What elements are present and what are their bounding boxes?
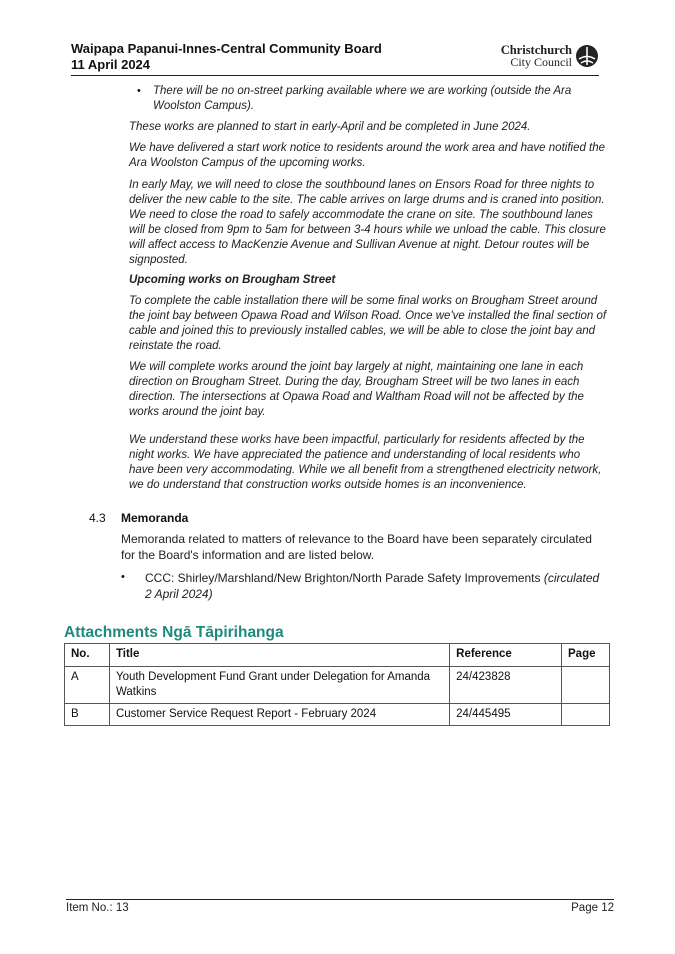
column-header-title: Title — [109, 644, 449, 667]
list-item — [137, 84, 607, 114]
item-number: Item No.: 13 — [66, 902, 129, 914]
cell-page — [562, 704, 610, 726]
cell-reference: 24/423828 — [450, 667, 562, 704]
cell-reference: 24/445495 — [450, 704, 562, 726]
section-text: Memoranda related to matters of relevance to the Board have been separately circulated for the Board's information and are listed below. — [121, 532, 592, 562]
paragraph-notice: We have delivered a start work notice to residents around the work area and have notified the Ara Woolston Campus of the upcoming works. — [129, 142, 606, 169]
memo-circulated: (circulated 2 April 2024) — [145, 571, 600, 601]
cell-no: A — [65, 667, 110, 704]
paragraph-acknowledgement: We understand these works have been impactful, particularly for residents affected by the night works. We have appreciated the patience and understanding of local residents who have been very accommodating. While we all benefit from a strengthened electricity network, we do understand that construction works outside homes is an inconvenience. — [129, 434, 602, 491]
logo-line2: City Council — [510, 55, 572, 69]
section-number: 4.3 — [89, 511, 106, 525]
council-emblem-icon — [575, 44, 599, 68]
cell-title: Customer Service Request Report - February 2024 — [109, 704, 449, 726]
column-header-page: Page — [562, 644, 610, 667]
table-header-row — [65, 644, 610, 667]
cell-title: Youth Development Fund Grant under Delegation for Amanda Watkins — [109, 667, 449, 704]
list-item — [121, 570, 607, 602]
column-header-no: No. — [65, 644, 110, 667]
cell-no: B — [65, 704, 110, 726]
attachments-table — [64, 643, 610, 726]
paragraph-cable-install: To complete the cable installation there will be some final works on Brougham Street around the joint bay between Opawa Road and Wilson Road. Once we've installed the final section of cable and joined this to previously installed cables, we will be able to close the joint bay and reinstate the road. — [129, 295, 607, 352]
paragraph-road-closure: In early May, we will need to close the southbound lanes on Ensors Road for three nights to deliver the new cable to the site. The cable arrives on large drums and is craned into position. We need to close the road to safely accommodate the crane on site. The southbound lanes will be closed from 9pm to 5am for between 3-4 hours while we unload the cable. This closure will affect access to MacKenzie Avenue and Sullivan Avenue at night. Detour routes will be signposted. — [129, 179, 606, 266]
section-title: Memoranda — [121, 511, 189, 525]
memo-item — [145, 570, 607, 602]
paragraph-schedule: These works are planned to start in early-April and be completed in June 2024. — [129, 121, 531, 133]
page-footer — [66, 899, 614, 914]
memo-title: CCC: Shirley/Marshland/New Brighton/North Parade Safety Improvements — [145, 571, 544, 585]
paragraph-night-works: We will complete works around the joint bay largely at night, maintaining one lane in each direction on Brougham Street. During the day, Brougham Street will be two lanes in each direction. The intersections at Opawa Road and Waltham Road will not be affected by the works around the joint bay. — [129, 361, 584, 418]
page-number: Page 12 — [571, 902, 614, 914]
attachments-heading: Attachments Ngā Tāpirihanga — [64, 624, 284, 641]
column-header-reference: Reference — [450, 644, 562, 667]
table-row — [65, 667, 610, 704]
page-header — [71, 41, 599, 76]
board-name: Waipapa Papanui-Innes-Central Community Board — [71, 41, 382, 56]
logo-line1: Christchurch — [500, 43, 572, 57]
bullet-icon: • — [121, 571, 125, 583]
parking-note: There will be no on-street parking available where we are working (outside the Ara Woolston Campus). — [153, 85, 572, 112]
council-logo — [501, 41, 599, 71]
meeting-date: 11 April 2024 — [71, 57, 151, 72]
table-row — [65, 704, 610, 726]
bullet-icon: • — [137, 85, 141, 97]
cell-page — [562, 667, 610, 704]
subheading-brougham: Upcoming works on Brougham Street — [129, 274, 336, 286]
